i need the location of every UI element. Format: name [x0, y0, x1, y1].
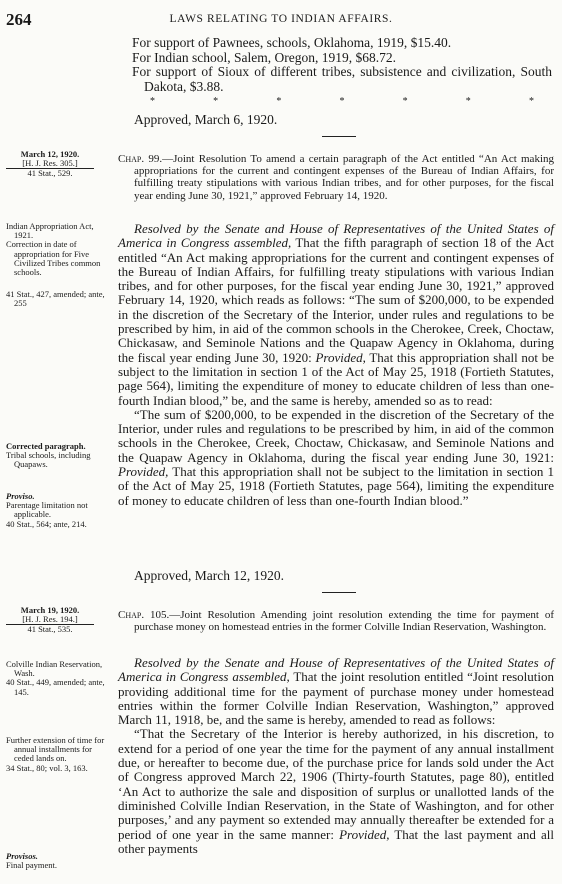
margin-topic: Indian Appropriation Act, 1921. — [6, 221, 94, 241]
appropriation-items — [132, 36, 552, 94]
chap-105-res: [H. J. Res. 194.] — [6, 615, 94, 625]
chap-99-stat: 41 Stat., 529. — [27, 168, 73, 179]
margin-extension-ref: 34 Stat., 80; vol. 3, 163. — [6, 762, 88, 773]
section-divider — [322, 592, 356, 593]
item-salem: For Indian school, Salem, Oregon, 1919, $68.72. — [132, 49, 396, 65]
item-pawnees: For support of Pawnees, schools, Oklahoma, 1919, $15.40. — [132, 35, 452, 50]
margin-topic-sub: Correction in date of appropriation for Five Civilized Tribes common schools. — [6, 239, 101, 278]
margin-extension-block — [6, 736, 112, 773]
chap-105-date: March 19, 1920. — [20, 605, 80, 615]
chap-99-heading — [118, 153, 554, 202]
chap-99-res: [H. J. Res. 305.] — [6, 159, 94, 169]
resolution-1-text-2: That this appropriation shall not be subject to the limitation in section 1 of the Act of May 25, 1918 (Fortieth Statutes, page 564), limiting the expenditure of money to educate children of less than one-fourth Indian blood,” be, and the same is hereby, amended so as to read: — [118, 349, 554, 408]
amended-paragraph — [118, 408, 554, 508]
chap-105-margin — [6, 606, 94, 635]
margin-proviso-ref: 40 Stat., 564; ante, 214. — [6, 518, 87, 529]
amended-text-2: That this appropriation shall not be subject to the limitation in section 1 of the Act of May 25, 1918 (Fortieth Statutes, page 564), limiting the expenditure of money to educate children of less than one-fourth Indian blood.” — [118, 464, 554, 508]
resolution-1 — [118, 222, 554, 508]
star: * — [465, 96, 471, 107]
margin-colville: Colville Indian Reservation, Wash. — [6, 659, 103, 679]
amended-text-3: “That the Secretary of the Interior is hereby authorized, in his discretion, to extend for a period of one year the time for the payment of any annual installment due, or hereafter to become due, of the purchase price for lands sold under the Act of Congress approved March 22, 1906 (Thirty-fourth Statutes, page 80), entitled ‘An Act to authorize the sale and disposition of surplus or unallotted lands of the diminished Colville Indian Reservation, in the State of Washington, and for other purposes,’ and any payment so extended may annually thereafter be extended for a period of one year in the same manner: — [118, 726, 554, 842]
chap-99-margin — [6, 150, 94, 179]
chap-99-label: Chap. 99. — [118, 153, 163, 165]
chap-105-stat: 41 Stat., 535. — [27, 624, 73, 635]
approved-march-6: Approved, March 6, 1920. — [134, 112, 278, 127]
resolution-2-margin-notes — [6, 660, 112, 697]
margin-ref-block — [6, 290, 112, 308]
resolution-1-body — [118, 222, 554, 408]
amended-text: “The sum of $200,000, to be expended in the discretion of the Secretary of the Interior, under rules and regulations to be prescribed by him, in aid of the common schools in the Cherokee, Creek, Choctaw, Chickasaw, and Seminole Nations and the Quapaw Agency in Oklahoma, during the fiscal year ending June 30, 1921: — [118, 406, 554, 465]
amended-text-4: That the last payment and all other payments — [118, 826, 554, 856]
star: * — [276, 96, 282, 107]
approved-march-12: Approved, March 12, 1920. — [134, 568, 284, 583]
margin-corrected-sub: Tribal schools, including Quapaws. — [6, 450, 91, 470]
margin-final-payment: Final payment. — [6, 860, 57, 871]
resolution-1-text: That the fifth paragraph of section 18 of the Act entitled “An Act making appropriations for the current and contingent expenses of the Bureau of Indian Affairs, for fulfilling treaty stipulations with various Indian tribes, and for other purposes, for the fiscal year ending June 30, 1921,” approved February 14, 1920, which reads as follows: “The sum of $200,000, to be expended in the discretion of the Secretary of the Interior, under rules and regulations to be prescribed by him, in aid of the common schools in the Cherokee, Creek, Choctaw, Chickasaw, and Seminole Nations and the Quapaw Agency in Oklahoma, during the fiscal year ending June 30, 1920: — [118, 235, 554, 365]
margin-colville-ref: 40 Stat., 449, amended; ante, 145. — [6, 677, 105, 697]
chap-99-date: March 12, 1920. — [20, 149, 80, 159]
page-number: 264 — [6, 10, 32, 29]
resolution-2-text: That the joint resolution entitled “Joint resolution providing additional time for the payment of purchase money under homestead entries within the former Colville Indian Reservation, Washington,” approved March 11, 1918, be, and the same is hereby, amended to read as follows: — [118, 669, 554, 728]
resolved-clause: Resolved by the Senate and House of Representatives of the United States of America in Congress assembled, — [118, 221, 554, 251]
margin-extension: Further extension of time for annual installments for ceded lands on. — [6, 735, 105, 764]
resolved-clause-2: Resolved by the Senate and House of Representatives of the United States of America in Congress assembled, — [118, 655, 554, 685]
margin-proviso: Proviso. — [6, 491, 35, 501]
star: * — [213, 96, 219, 107]
margin-provisos: Provisos. — [6, 851, 38, 861]
margin-ref: 41 Stat., 427, amended; ante, 255 — [6, 289, 105, 309]
item-sioux: For support of Sioux of different tribes, subsistence and civilization, South Dakota, $3.88. — [132, 64, 552, 94]
resolution-1-margin-notes — [6, 222, 112, 277]
chap-105-label: Chap. 105. — [118, 609, 170, 621]
proviso-word: Provided, — [315, 349, 366, 365]
margin-proviso-block — [6, 492, 112, 529]
margin-corrected-block — [6, 442, 112, 470]
amended-paragraph-2 — [118, 727, 554, 856]
resolution-2 — [118, 656, 554, 856]
star: * — [528, 96, 534, 107]
section-divider — [322, 136, 356, 137]
chap-105-title: —Joint Resolution Amending joint resolution extending the time for payment of purchase money on homestead entries in the former Colville Indian Reservation, Washington. — [134, 609, 555, 634]
chap-99-title: —Joint Resolution To amend a certain paragraph of the Act entitled “An Act making appropriations for the current and contingent expenses of the Bureau of Indian Affairs, for fulfilling treaty stipulations with various Indian tribes, and for other purposes, for the fiscal year ending June 30, 1921,” approved February 14, 1920. — [134, 153, 554, 202]
star: * — [402, 96, 408, 107]
running-head: LAWS RELATING TO INDIAN AFFAIRS. — [169, 13, 393, 25]
page-header — [6, 10, 556, 30]
margin-proviso-sub: Parentage limitation not applicable. — [6, 500, 88, 520]
omission-stars — [150, 96, 534, 107]
quote-proviso-word-2: Provided, — [339, 826, 390, 842]
resolution-2-body — [118, 656, 554, 727]
star: * — [150, 96, 155, 107]
margin-provisos-block — [6, 852, 112, 870]
star: * — [339, 96, 345, 107]
margin-corrected: Corrected paragraph. — [6, 441, 86, 451]
chap-105-heading — [118, 609, 554, 633]
quote-proviso-word: Provided, — [118, 464, 169, 480]
